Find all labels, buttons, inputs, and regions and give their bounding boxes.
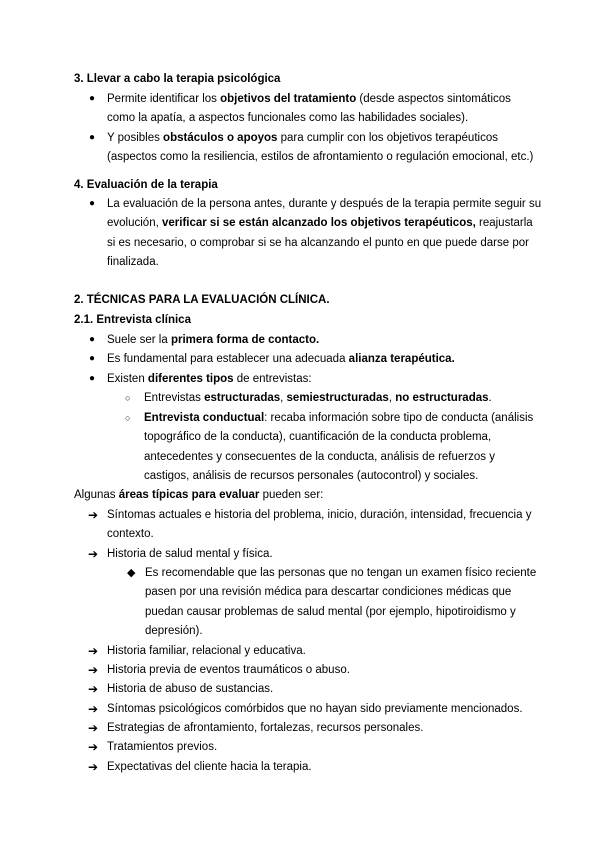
area-item-4: Historia previa de eventos traumáticos o abuso. — [107, 664, 350, 676]
s2-bullet-1: Suele ser la primera forma de contacto. — [107, 334, 320, 346]
area-item-1-line-2: contexto. — [107, 528, 154, 540]
arrow-marker: ➔ — [88, 663, 99, 677]
s3-bullet-2-line-2: (aspectos como la resiliencia, estilos de afrontamiento o regulación emocional, etc.) — [107, 151, 534, 163]
diamond-marker: ◆ — [127, 567, 136, 579]
area-item-6: Síntomas psicológicos comórbidos que no hayan sido previamente mencionados. — [107, 703, 523, 715]
bullet-marker: ● — [89, 93, 96, 104]
areas-intro: Algunas áreas típicas para evaluar pueden ser: — [74, 489, 324, 501]
s4-bullet-line-2: evolución, verificar si se están alcanzado los objetivos terapéuticos, reajustarla — [107, 217, 533, 229]
arrow-marker: ➔ — [88, 508, 99, 522]
section-4-heading: 4. Evaluación de la terapia — [74, 179, 218, 191]
bullet-marker: ● — [89, 373, 96, 384]
s2-sub-bullet-2-line-3: antecedentes y consecuentes de la conducta, análisis de refuerzos y — [144, 451, 495, 463]
arrow-marker: ➔ — [88, 740, 99, 754]
area-item-2: Historia de salud mental y física. — [107, 548, 273, 560]
s2-sub-bullet-2-line-2: topográfico de la conducta), cuantificación de la conducta problema, — [144, 431, 492, 443]
arrow-marker: ➔ — [88, 702, 99, 716]
area-item-8: Tratamientos previos. — [107, 741, 218, 753]
area-sub-item-line-3: puedan causar problemas de salud mental (por ejemplo, hipotiroidismo y — [145, 606, 516, 618]
s4-bullet-line-3: si es necesario, o comprobar si se ha alcanzando el punto en que puede darse por — [107, 237, 529, 249]
arrow-marker: ➔ — [88, 721, 99, 735]
area-item-1-line-1: Síntomas actuales e historia del problema, inicio, duración, intensidad, frecuencia y — [107, 509, 532, 521]
s3-bullet-1-line-2: como la apatía, a aspectos funcionales como las habilidades sociales). — [107, 112, 469, 124]
s2-sub-bullet-2-line-1: Entrevista conductual: recaba información sobre tipo de conducta (análisis — [144, 412, 534, 424]
s4-bullet-line-4: finalizada. — [107, 256, 159, 268]
arrow-marker: ➔ — [88, 644, 99, 658]
area-sub-item-line-4: depresión). — [145, 625, 203, 637]
s4-bullet-line-1: La evaluación de la persona antes, durante y después de la terapia permite seguir su — [107, 198, 542, 210]
area-item-9: Expectativas del cliente hacia la terapia. — [107, 761, 312, 773]
bullet-marker: ● — [89, 132, 96, 143]
area-sub-item-line-1: Es recomendable que las personas que no tengan un examen físico reciente — [145, 567, 537, 579]
circle-marker: ○ — [125, 413, 131, 423]
s2-bullet-3: Existen diferentes tipos de entrevistas: — [107, 373, 312, 385]
arrow-marker: ➔ — [88, 547, 99, 561]
area-sub-item-line-2: pasen por una revisión médica para descartar condiciones médicas que — [145, 586, 512, 598]
s3-bullet-1-line-1: Permite identificar los objetivos del tratamiento (desde aspectos sintomáticos — [107, 93, 511, 105]
bullet-marker: ● — [89, 198, 96, 209]
area-item-5: Historia de abuso de sustancias. — [107, 683, 274, 695]
arrow-marker: ➔ — [88, 682, 99, 696]
arrow-marker: ➔ — [88, 760, 99, 774]
s2-sub-bullet-2-line-4: castigos, análisis de recursos personales (autocontrol) y sociales. — [144, 470, 479, 482]
section-2-heading: 2. TÉCNICAS PARA LA EVALUACIÓN CLÍNICA. — [74, 294, 330, 306]
area-item-7: Estrategias de afrontamiento, fortalezas, recursos personales. — [107, 722, 424, 734]
subsection-2-1-heading: 2.1. Entrevista clínica — [74, 314, 191, 326]
bullet-marker: ● — [89, 353, 96, 364]
s3-bullet-2-line-1: Y posibles obstáculos o apoyos para cumplir con los objetivos terapéuticos — [107, 132, 498, 144]
area-item-3: Historia familiar, relacional y educativa. — [107, 645, 306, 657]
section-3-heading: 3. Llevar a cabo la terapia psicológica — [74, 73, 281, 85]
circle-marker: ○ — [125, 393, 131, 403]
s2-bullet-2: Es fundamental para establecer una adecuada alianza terapéutica. — [107, 353, 455, 365]
bullet-marker: ● — [89, 334, 96, 345]
s2-sub-bullet-1: Entrevistas estructuradas, semiestructuradas, no estructuradas. — [144, 392, 492, 404]
